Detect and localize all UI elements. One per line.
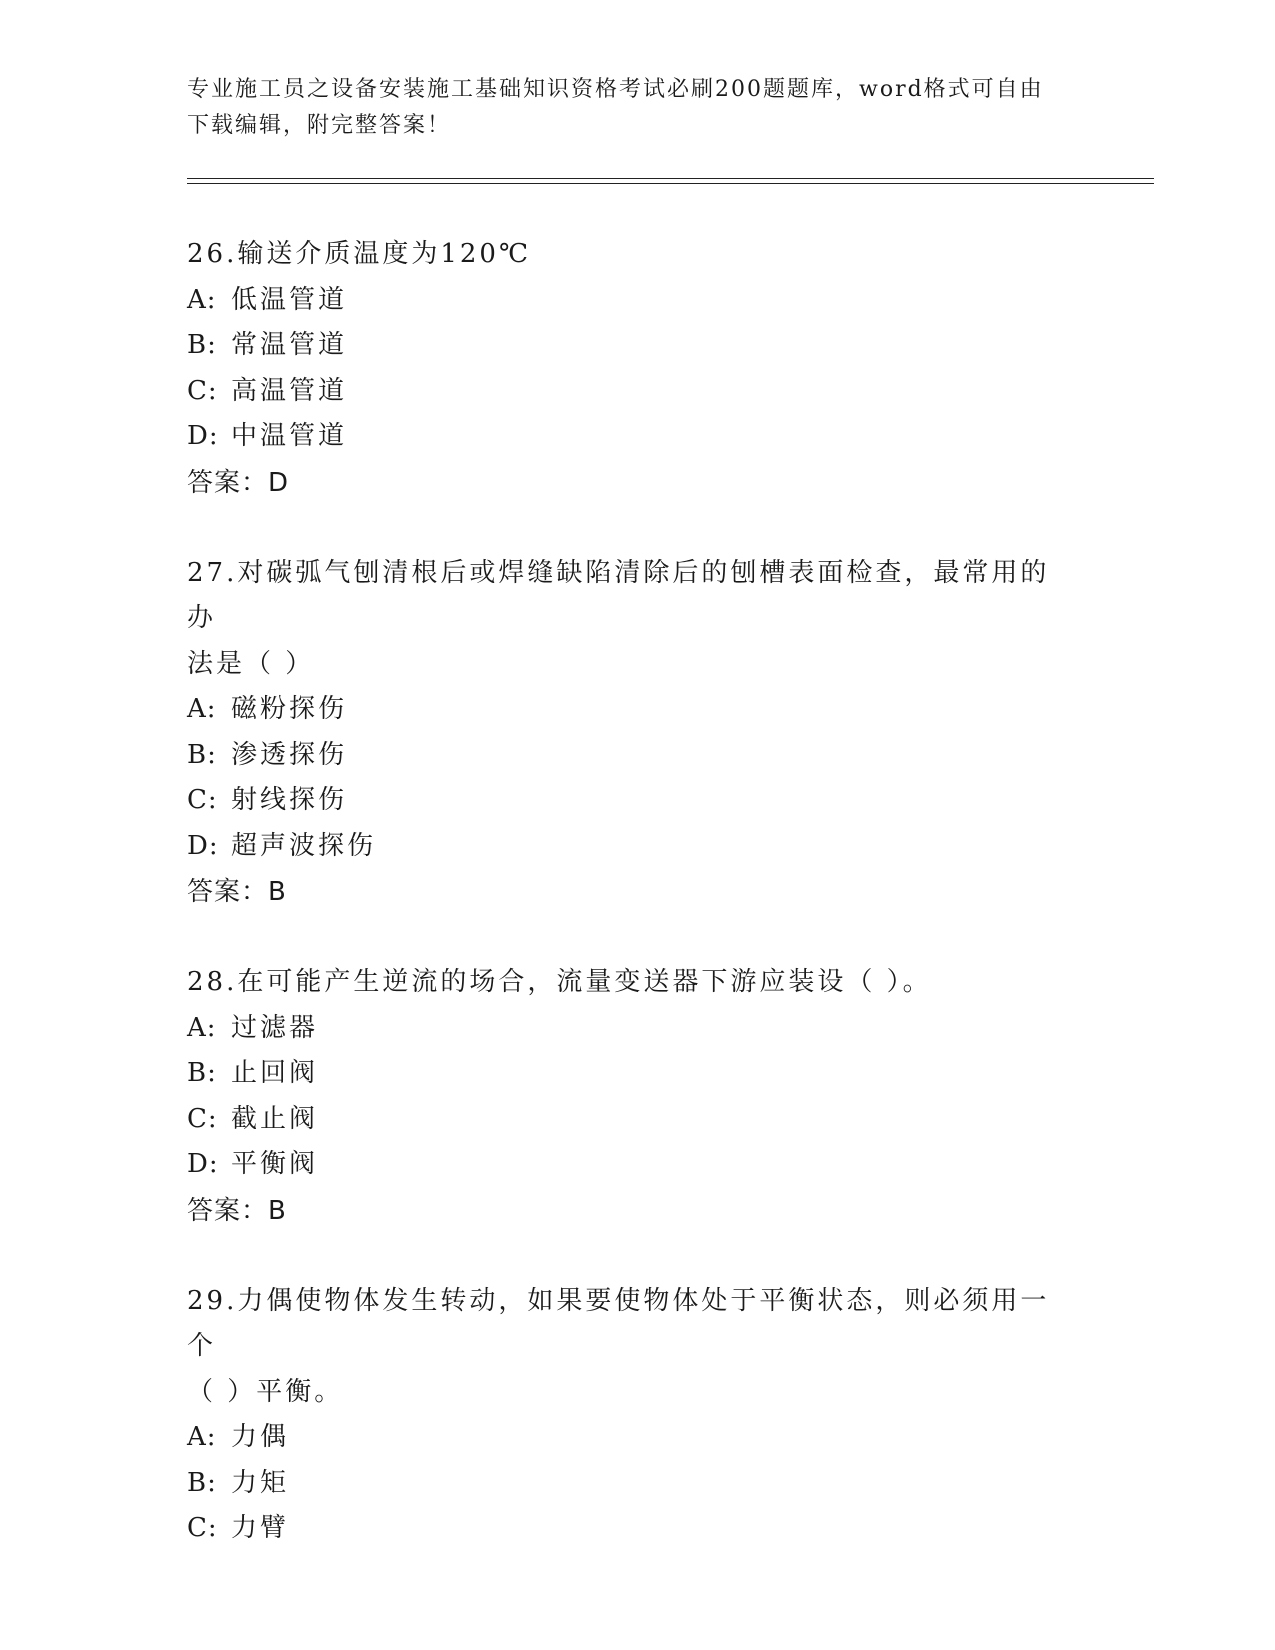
question-list [187,232,1087,1597]
option-c [187,1506,1087,1552]
question-stem: 26.输送介质温度为120℃ [187,239,532,269]
option-letter: C: [187,375,218,406]
option-letter: C: [187,1103,218,1134]
option-letter: D: [187,421,219,451]
option-letter: A: [187,284,217,315]
option-a [187,278,1087,324]
option-text: 力矩 [231,1467,290,1498]
option-text: 截止阀 [231,1103,319,1134]
option-text: 高温管道 [231,375,348,406]
option-a [187,1415,1087,1461]
option-c [187,1097,1087,1143]
option-letter: B: [187,1058,217,1088]
option-letter: B: [187,739,217,770]
header-rule-bottom [187,183,1154,184]
question-stem: 27.对碳弧气刨清根后或焊缝缺陷清除后的刨槽表面检查，最常用的办 [187,557,1050,633]
option-letter: D: [187,830,219,861]
option-letter: C: [187,785,218,815]
question-27 [187,551,1087,916]
question-stem-continued: （ ）平衡。 [187,1376,344,1407]
header-rule-top [187,178,1154,179]
option-b [187,1051,1087,1097]
option-letter: C: [187,1513,218,1543]
option-a [187,1006,1087,1052]
question-stem: 29.力偶使物体发生转动，如果要使物体处于平衡状态，则必须用一个 [187,1285,1050,1361]
option-text: 中温管道 [231,421,348,451]
option-letter: A: [187,1422,217,1452]
option-b [187,323,1087,369]
option-text: 力臂 [231,1513,290,1543]
option-text: 磁粉探伤 [231,694,348,724]
question-28 [187,960,1087,1234]
option-text: 渗透探伤 [231,739,348,770]
answer-line: 答案：B [187,877,287,907]
option-letter: D: [187,1149,219,1179]
option-text: 常温管道 [231,330,348,360]
header-line-2: 下载编辑，附完整答案！ [187,113,452,138]
option-b [187,733,1087,779]
document-header [187,72,1087,144]
answer-line: 答案：D [187,467,290,498]
option-d [187,1142,1087,1188]
option-b [187,1461,1087,1507]
option-a [187,687,1087,733]
option-text: 射线探伤 [231,785,348,815]
option-letter: B: [187,1467,217,1498]
option-text: 力偶 [231,1422,290,1452]
option-letter: A: [187,694,217,724]
option-text: 平衡阀 [231,1149,319,1179]
option-text: 止回阀 [231,1058,319,1088]
option-c [187,778,1087,824]
question-26 [187,232,1087,506]
option-letter: B: [187,330,217,360]
question-stem-continued: 法是（ ） [187,648,315,679]
option-d [187,414,1087,460]
option-text: 超声波探伤 [231,830,377,861]
option-d [187,824,1087,870]
option-letter: A: [187,1012,217,1043]
question-stem: 28.在可能产生逆流的场合，流量变送器下游应装设（ ）。 [187,967,932,997]
option-text: 过滤器 [231,1012,319,1043]
header-line-1: 专业施工员之设备安装施工基础知识资格考试必刷200题题库，word格式可自由 [187,77,1044,102]
question-29 [187,1279,1087,1552]
answer-line: 答案：B [187,1195,287,1226]
option-text: 低温管道 [231,284,348,315]
option-c [187,369,1087,415]
